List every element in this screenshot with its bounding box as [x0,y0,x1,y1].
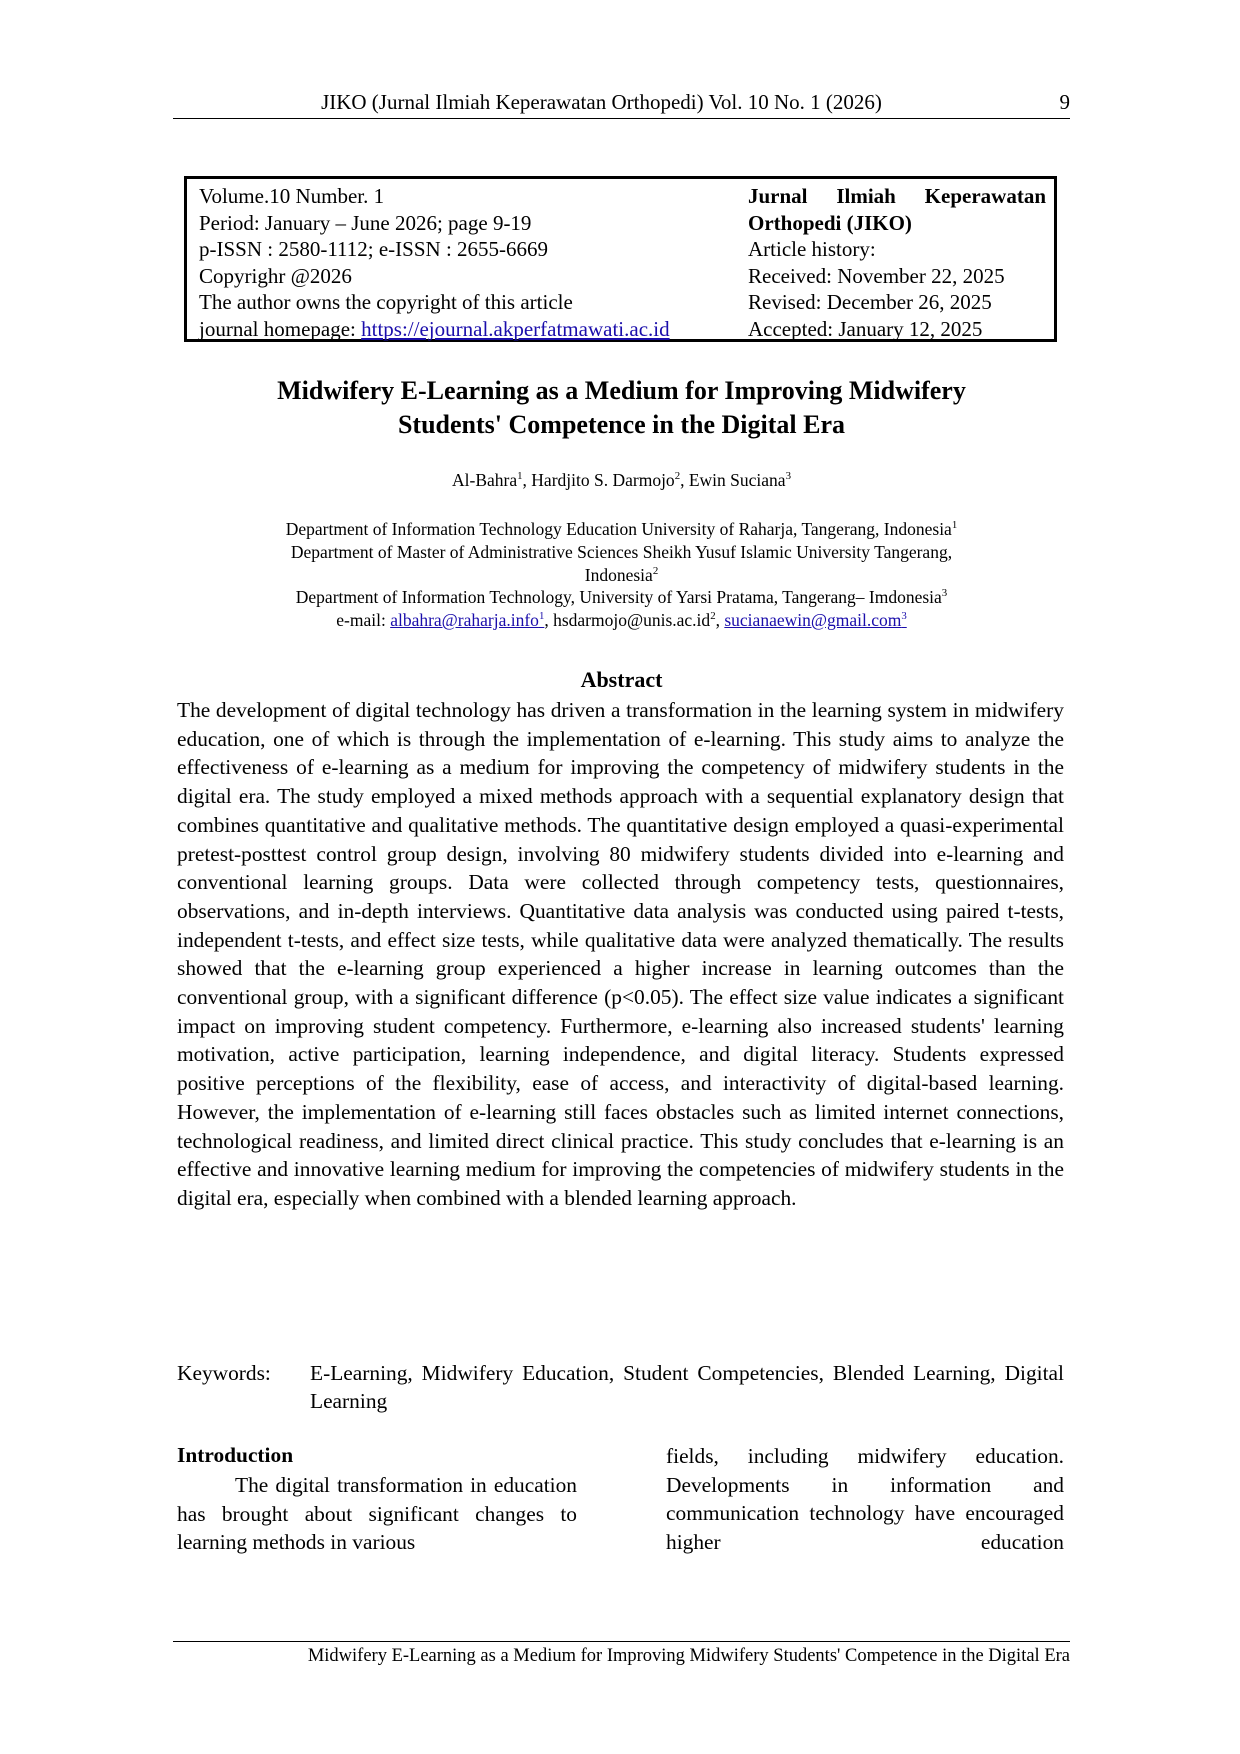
title-line-2: Students' Competence in the Digital Era [397,410,846,439]
affiliation-2-line2 [173,564,1070,587]
volume-line: Volume.10 Number. 1 [199,184,385,208]
running-header [173,88,1070,119]
revised-date: Revised: December 26, 2025 [748,290,992,314]
keywords-value: E-Learning, Midwifery Education, Student Competencies, Blended Learning, Digital Learning [310,1361,1064,1413]
introduction-column-right: fields, including midwifery education. Developments in information and communication technology have encouraged higher education [666,1444,1064,1554]
article-history [748,183,1046,342]
email-link-3[interactable] [724,610,906,630]
journal-name-line2: Orthopedi (JIKO) [748,210,912,235]
abstract-heading: Abstract [580,667,663,692]
author-name: Ewin Suciana [688,470,786,490]
affiliations [173,518,1070,632]
accepted-date: Accepted: January 12, 2025 [748,316,983,341]
homepage-label: journal homepage: [199,316,362,341]
author-affiliation-mark: 1 [517,470,523,483]
author-name: Hardjito S. Darmojo [531,470,675,490]
email-label: e-mail: [336,610,391,631]
paper-title [173,374,1070,442]
email-link-1[interactable] [390,610,544,630]
email-2-text: hsdarmojo@unis.ac.id [553,610,711,631]
running-footer: Midwifery E-Learning as a Medium for Improving Midwifery Students' Competence in the Digital Era [173,1641,1070,1667]
keywords-label: Keywords: [177,1361,271,1385]
journal-name-line1: Jurnal Ilmiah Keperawatan [748,184,1046,208]
homepage-link[interactable]: https://ejournal.akperfatmawati.ac.id [361,316,670,341]
email-3-mark: 3 [901,610,907,623]
email-2-mark: 2 [710,610,716,623]
journal-header-title: JIKO (Jurnal Ilmiah Keperawatan Orthopedi) Vol. 10 No. 1 (2026) [321,90,882,114]
period-line: Period: January – June 2026; page 9-19 [199,210,532,235]
author-list [173,470,1070,491]
affiliation-2-text: Indonesia [584,564,653,585]
page-number: 9 [1059,90,1070,114]
volume-info [199,183,729,342]
author-separator: , [522,470,532,490]
affiliation-3-text: Department of Information Technology, University of Yarsi Pratama, Tangerang– Imdonesia [295,587,942,608]
introduction-heading: Introduction [177,1443,294,1467]
author-name: Al-Bahra [452,470,518,490]
copyright-line: Copyrighr @2026 [199,263,352,288]
affiliation-2-line1: Department of Master of Administrative Sciences Sheikh Yusuf Islamic University Tangerang, [290,541,953,562]
author-affiliation-mark: 2 [674,470,681,483]
affiliation-1-text: Department of Information Technology Education University of Raharja, Tangerang, Indonesia [285,519,952,539]
article-info-box [184,176,1057,342]
affiliation-3-mark: 3 [941,587,948,600]
author-affiliation-mark: 3 [785,470,791,483]
author-separator: , [680,470,689,490]
affiliation-2-mark: 2 [652,564,659,577]
homepage-line [199,316,729,343]
email-3-text: sucianaewin@gmail.com [724,610,902,631]
email-line: e-mail: albahra@raharja.info$^1$, $hsdarmojo@unis.ac.id^2$, sucianaewin@gmail.com$^3$ [336,610,907,631]
issn-line: p-ISSN : 2580-1112; e-ISSN : 2655-6669 [199,237,549,261]
email-1-mark: 1 [538,610,545,623]
received-date: Received: November 22, 2025 [748,263,1005,288]
introduction-column-left: The digital transformation in education has brought about significant changes to learning methods in various [177,1473,577,1555]
history-label: Article history: [748,237,876,261]
affiliation-3 [173,586,1070,609]
author-copyright-line: The author owns the copyright of this article [199,290,573,314]
affiliation-1 [173,518,1070,541]
email-1-text: albahra@raharja.info [390,610,539,631]
affiliation-1-mark: 1 [951,519,958,532]
abstract-body: The development of digital technology has driven a transformation in the learning system in midwifery education, one of which is through the implementation of e-learning. This study aims to analyze the effectiveness of e-learning as a medium for improving the competency of midwifery students in the digital era. The study employed a mixed methods approach with a sequential explanatory design that combines quantitative and qualitative methods. The quantitative design employed a quasi-experimental pretest-posttest control group design, involving 80 midwifery students divided into e-learning and conventional learning groups. Data were collected through competency tests, questionnaires, observations, and in-depth interviews. Quantitative data analysis was conducted using paired t-tests, independent t-tests, and effect size tests, while qualitative data were analyzed thematically. The results showed that the e-learning group experienced a higher increase in learning outcomes than the conventional group, with a significant difference (p<0.05). The effect size value indicates a significant impact on improving student competency. Furthermore, e-learning also increased students' learning motivation, active participation, learning independence, and digital literacy. Students expressed positive perceptions of the flexibility, ease of access, and interactivity of digital-based learning. However, the implementation of e-learning still faces obstacles such as limited internet connections, technological readiness, and limited direct clinical practice. This study concludes that e-learning is an effective and innovative learning medium for improving the competencies of midwifery students in the digital era, especially when combined with a blended learning approach. [177,698,1064,1210]
title-line-1: Midwifery E-Learning as a Medium for Improving Midwifery [277,376,966,405]
